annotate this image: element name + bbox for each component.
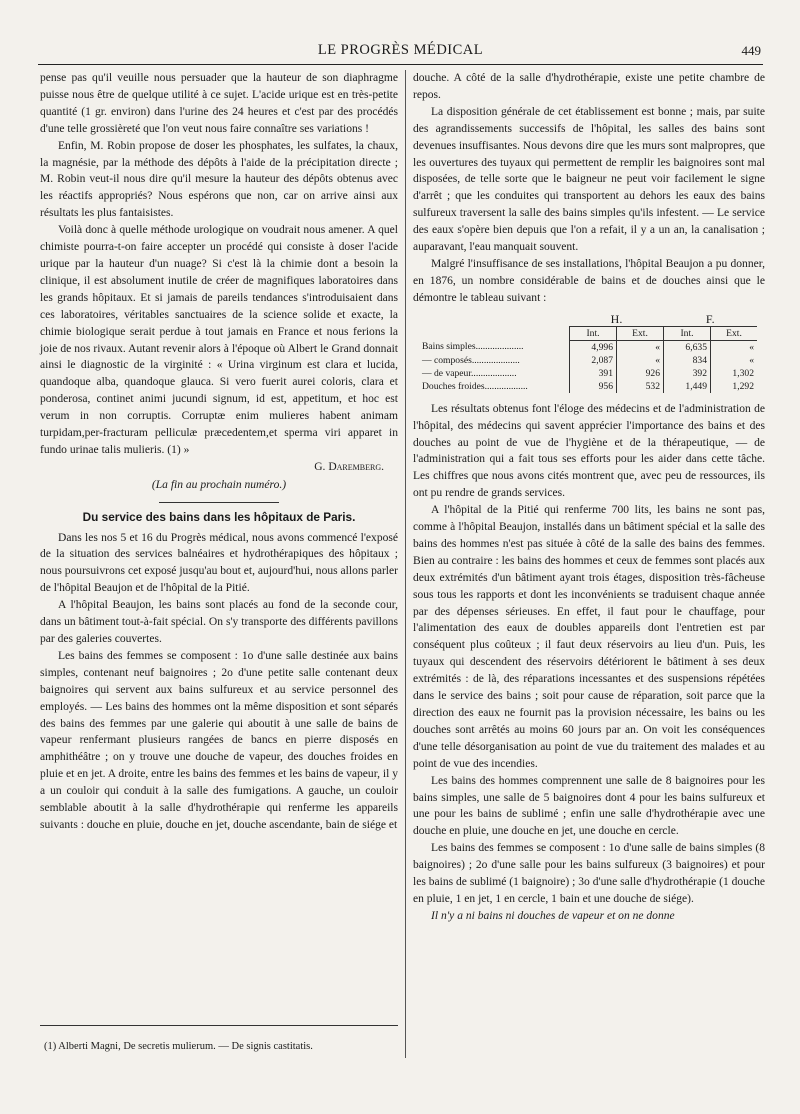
row-label: — composés.................... [422, 354, 520, 366]
column-divider [405, 70, 406, 1058]
paragraph: Les bains des hommes comprennent une salle de 8 baignoires pour les bains simples, une salle de 5 baignoires dont 4 pour les bains sulfureux et une pour les bains de sublimé ; enfin une salle d'hydrothérapie avec une douche en pluie, une douche en jet, une douche en cercle. [413, 774, 765, 838]
journal-title: LE PROGRÈS MÉDICAL [317, 42, 484, 58]
group-f: F. [705, 311, 715, 326]
paragraph: A l'hôpital de la Pitié qui renferme 700 lits, les bains ne sont pas, comme à l'hôpital Beaujon, installés dans un bâtiment spécial et la salle des bains des hommes n'est pas située à côté de la salle des bains des femmes. Bien au contraire : les bains des hommes et ceux de femmes sont placés aux deux extrémités d'un bâtiment ayant trois étages, disposition très-fâcheuse sous tous les rapports et dont les inconvénients se traduisent chaque année par des dépenses sérieuses. En effet, il faut pour le chauffage, pour l'alimentation des eaux de doubles appareils dont l'entretien est par conséquent plus coûteux ; il faut deux réservoirs au lieu d'un. Puis, les tuyaux qui descendent des réservoirs détériorent le bâtiment à ses deux extrémités : de là, des réparations incessantes et des suspensions répétées dans le service des bains ; soit pour cause de réparation, soit parce que la direction des eaux ne fournit pas la provision nécessaire, les bains ou les douches sont arrêtés au moins 60 jours par an. On voit les conséquences d'une telle désorganisation au point de vue du traitement des malades et au point de vue des incendies. [413, 504, 765, 770]
cell: 6,635 [664, 340, 711, 354]
row-label: Douches froides.................. [422, 380, 528, 392]
row-label: Bains simples.................... [422, 341, 524, 353]
paragraph: Malgré l'insuffisance de ses installations, l'hôpital Beaujon a pu donner, en 1876, un nombre considérable de bains et de douches ainsi que le démontre le tableau suivant : [413, 257, 765, 304]
cell: 956 [570, 380, 617, 393]
cell: 532 [617, 380, 664, 393]
cell: 391 [570, 367, 617, 380]
paragraph: pense pas qu'il veuille nous persuader que la hauteur de son diaphragme puisse nous être de quelque utilité à ce sujet. L'acide urique est en très-petite quantité (1 gr. environ) dans l'urine des 24 heures et c'est par des procédés d'une telle grossièreté que l'on veut nous faire connaître ses variations ! [40, 72, 398, 135]
paragraph: Voilà donc à quelle méthode urologique on voudrait nous amener. A quel chimiste pourra-t-on faire accepter un procédé qui consiste à doser l'acide urique par la hauteur d'un nuage? Si c'est là la chimie dont a besoin la clinique, il est absolument inutile de créer de magnifiques laboratoires dans les grands hôpitaux. Et si jamais de pareils tendances s'introduisaient dans ces laboratoires, véritables sanctuaires de la science solide et exacte, la chimie biologique serait perdue à tout jamais en France et nous ferions la joie de nos rivaux. Autant revenir alors à l'époque où Albert le Grand donnait ainsi le diagnostic de la virginité : « Urina virginum est clara et lucida, quandoque alba, quandoque glauca. Si vero fuerit aurei coloris, clara et ponderosa, continet animi jucundi signum, id est, appetitum, et hoc est verum in non corruptis. Corruptæ enim mulieres habent animam turpidam,per-fracturam pelliculæ præcedentem,et sperma viri apparet in fundo urinae talis mulieris. (1) » [40, 224, 398, 456]
paragraph: Les bains des femmes se composent : 1o d'une salle de bains simples (8 baignoires) ; 2o d'une salle pour les bains sulfureux (3 baignoires) et pour les bains de sublimé (1 baignoire) ; 3o d'une salle d'hydrothérapie (1 douche en pluie, 1 en jet, 1 en cercle, 1 bain et une douche de siége). [413, 842, 765, 905]
table-group-header [419, 313, 757, 327]
group-h: H. [610, 311, 623, 326]
table-row [419, 340, 757, 354]
cell: « [617, 354, 664, 367]
col-ext: Ext. [617, 326, 664, 340]
cell: 926 [617, 367, 664, 380]
cell: 1,302 [711, 367, 758, 380]
cell: 1,449 [664, 380, 711, 393]
page-number: 449 [741, 43, 761, 58]
baths-statistics-table [419, 313, 757, 393]
right-column [413, 70, 765, 925]
table-sub-header [419, 326, 757, 340]
paragraph: La disposition générale de cet établissement est bonne ; mais, par suite des agrandissements successifs de l'hôpital, les salles des bains sont devenues insuffisantes. Nous devons dire que les murs sont malpropres, que les ouvertures des tuyaux qui permettent de remplir les baignoires sont mal disposées, de telle sorte que le baigneur ne peut voir facilement le signe d'arrêt ; que les conduites qui transportent au dehors les eaux des bains sulfureux traversent la salle des bains simples qu'ils infestent. — Le service des eaux s'opère bien depuis que l'on a refait, il y a un an, la canalisation ; auparavant, l'eau manquait souvent. [413, 105, 765, 254]
paragraph: Enfin, M. Robin propose de doser les phosphates, les sulfates, la chaux, la magnésie, par la méthode des dépôts à l'aide de la précipitation directe ; M. Robin veut-il nous dire qu'il mesure la hauteur des dépôts obtenus avec les réactifs appropriés? Nous espérons que non, car on arrive ainsi aux résultats les plus fantaisistes. [40, 139, 398, 220]
section-title: Du service des bains dans les hôpitaux de Paris. [82, 509, 356, 524]
col-int: Int. [664, 326, 711, 340]
continuation-note: (La fin au prochain numéro.) [151, 478, 287, 491]
author-signature: G. Daremberg. [314, 460, 384, 473]
col-ext: Ext. [711, 326, 758, 340]
table-row [419, 354, 757, 367]
paragraph: Dans les nos 5 et 16 du Progrès médical, nous avons commencé l'exposé de la situation des services balnéaires et hydrothérapiques des hôpitaux ; nous poursuivrons cet exposé jusqu'au bout et, aujourd'hui, nous allons parler de l'hôpital Beaujon et de l'hôpital de la Pitié. [40, 531, 398, 595]
cell: « [711, 340, 758, 354]
cell: 4,996 [570, 340, 617, 354]
paragraph: Il n'y a ni bains ni douches de vapeur et on ne donne [431, 909, 675, 922]
header-rule [38, 64, 763, 65]
section-divider [159, 502, 279, 503]
page-header [38, 42, 763, 62]
footnote: (1) Alberti Magni, De secretis mulierum. — De signis castitatis. [44, 1041, 313, 1052]
left-column [40, 70, 398, 834]
cell: « [617, 340, 664, 354]
col-int: Int. [570, 326, 617, 340]
cell: « [711, 354, 758, 367]
cell: 392 [664, 367, 711, 380]
footnote-rule [40, 1025, 398, 1026]
paragraph: Les bains des femmes se composent : 1o d'une salle destinée aux bains simples, contenant neuf baignoires ; 2o d'une petite salle contenant deux baignoires qui servent aux bains sulfureux et au service personnel des employés. — Les bains des hommes ont la même disposition et sont séparés des bains des femmes par une galerie qui aboutit à une salle de bains de vapeur renfermant plusieurs rangées de bancs en pierre disposés en amphithéâtre ; on y trouve une douche de vapeur, des douches froides en pluie et en jet. A droite, entre les bains des femmes et les bains de vapeur, il y a un couloir qui conduit à la salle des fumigations. A gauche, un couloir semblable aboutit à la salle d'hydrothérapie qui renferme les appareils suivants : douche en pluie, douche en jet, douche ascendante, bain de siége et [40, 649, 398, 831]
paragraph: douche. A côté de la salle d'hydrothérapie, existe une petite chambre de repos. [413, 72, 765, 101]
cell: 834 [664, 354, 711, 367]
table-row [419, 380, 757, 393]
cell: 2,087 [570, 354, 617, 367]
paragraph: Les résultats obtenus font l'éloge des médecins et de l'administration de l'hôpital, des médecins qui savent apprécier l'importance des bains et des douches au point de vue de l'hygiène et de la thérapeutique, — de l'administration qui a fait tous ses efforts pour les aider dans cette tâche. Les chiffres que nous avons cités montrent que, avec peu de ressources, ils ont pu rendre de grands services. [413, 402, 765, 500]
cell: 1,292 [711, 380, 758, 393]
paragraph: A l'hôpital Beaujon, les bains sont placés au fond de la seconde cour, dans un bâtiment tout-à-fait spécial. On s'y transporte des différents pavillons par des galeries couvertes. [40, 599, 398, 645]
table-row [419, 367, 757, 380]
row-label: — de vapeur................... [422, 367, 517, 379]
